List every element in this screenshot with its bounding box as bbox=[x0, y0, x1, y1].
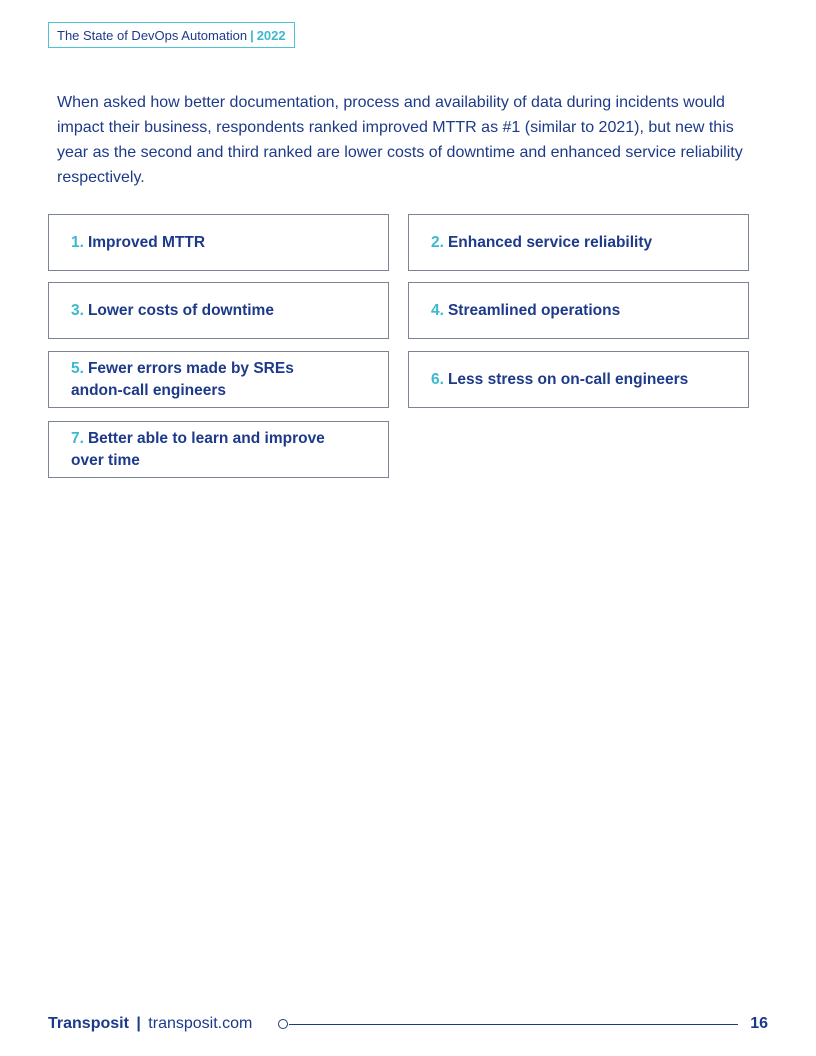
footer-rule bbox=[289, 1024, 738, 1025]
card-text bbox=[431, 369, 688, 391]
header-year: 2022 bbox=[256, 27, 286, 43]
card-label: Streamlined operations bbox=[447, 301, 621, 319]
card-number: 4. bbox=[431, 301, 444, 319]
card-label: Enhanced service reliability bbox=[447, 233, 653, 251]
page-number: 16 bbox=[750, 1015, 768, 1032]
card-label: Less stress on on-call engineers bbox=[447, 370, 689, 388]
card-text bbox=[431, 300, 620, 322]
card-label: Fewer errors made by SREs andon-call engineers bbox=[71, 359, 294, 399]
footer-divider bbox=[278, 1019, 738, 1031]
header-separator: | bbox=[250, 27, 254, 43]
header-tag bbox=[48, 22, 295, 48]
card-text bbox=[71, 428, 351, 472]
card-label: Improved MTTR bbox=[87, 233, 206, 251]
ranked-benefit-card-3 bbox=[48, 282, 389, 339]
footer-brand-name: Transposit bbox=[48, 1015, 129, 1032]
footer-brand bbox=[48, 1015, 252, 1033]
card-number: 5. bbox=[71, 359, 84, 377]
card-number: 7. bbox=[71, 429, 84, 447]
circle-icon bbox=[278, 1019, 288, 1029]
footer-separator: | bbox=[136, 1015, 141, 1032]
ranked-benefit-card-5 bbox=[48, 351, 389, 408]
card-number: 1. bbox=[71, 233, 84, 251]
ranked-benefit-card-1 bbox=[48, 214, 389, 271]
card-number: 3. bbox=[71, 301, 84, 319]
card-label: Better able to learn and improve over time bbox=[71, 429, 325, 469]
ranked-benefit-card-4 bbox=[408, 282, 749, 339]
ranked-benefit-card-7 bbox=[48, 421, 389, 478]
header-title: The State of DevOps Automation bbox=[57, 27, 248, 43]
card-label: Lower costs of downtime bbox=[87, 301, 274, 319]
card-number: 6. bbox=[431, 370, 444, 388]
intro-paragraph: When asked how better documentation, process and availability of data during incidents would impact their business, respondents ranked improved MTTR as #1 (similar to 2021), but new this year as the second and third ranked are lower costs of downtime and enhanced service reliability respectively. bbox=[57, 94, 743, 186]
card-text bbox=[71, 232, 205, 254]
card-number: 2. bbox=[431, 233, 444, 251]
ranked-benefit-card-2 bbox=[408, 214, 749, 271]
footer-url: transposit.com bbox=[148, 1015, 253, 1032]
card-text bbox=[431, 232, 652, 254]
ranked-benefit-card-6 bbox=[408, 351, 749, 408]
card-text bbox=[71, 300, 274, 322]
card-text bbox=[71, 358, 311, 402]
